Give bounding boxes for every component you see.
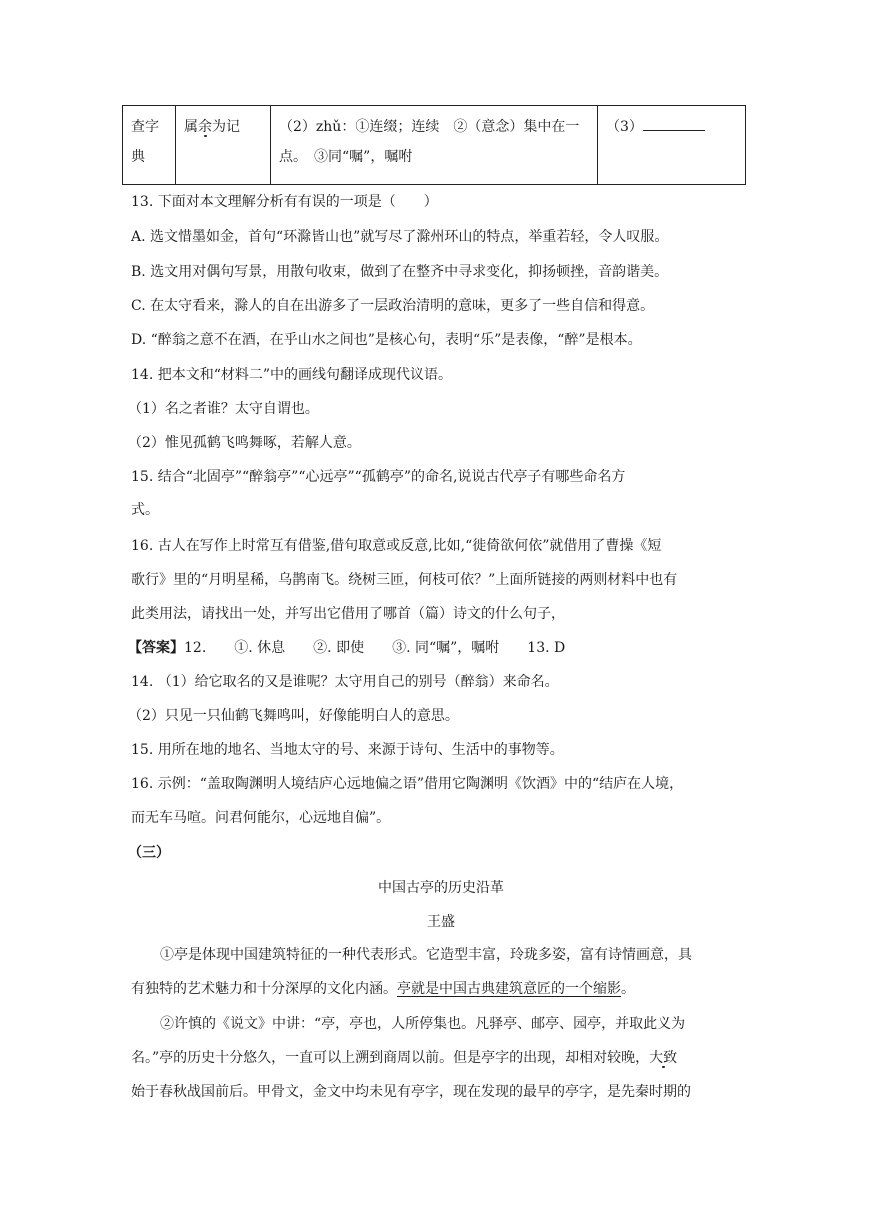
- article-title: 中国古亭的历史沿革: [378, 880, 504, 896]
- underlined-sentence: 亭就是中国古典建筑意匠的一个缩影: [397, 981, 621, 997]
- dotted-words: [649, 1050, 677, 1066]
- paragraph-2-line-1: ②许慎的《说文》中讲：“亭，亭也，人所停集也。凡驿亭、邮亭、园亭，并取此义为: [160, 1016, 686, 1032]
- question-15-line-1: 15. 结合“北固亭”“醉翁亭”“心远亭”“孤鹤亭”的命名,说说古代亭子有哪些命名方: [131, 469, 626, 485]
- question-16-line-1: 16. 古人在写作上时常互有借鉴,借句取意或反意,比如,“徙倚欲何依”就借用了曹操《短: [131, 538, 662, 554]
- section-heading: （三）: [128, 845, 170, 861]
- dotted-word: 大致: [649, 1050, 678, 1066]
- option-c: C. 在太守看来，滁人的自在出游多了一层政治清明的意味，更多了一些自信和得意。: [131, 298, 655, 314]
- question-13: 13. 下面对本文理解分析有有误的一项是（ ）: [131, 194, 438, 210]
- answer-label: （3）: [606, 119, 643, 135]
- answer-14-1: 14. （1）给它取名的又是谁呢？太守用自己的别号（醉翁）来命名。: [131, 674, 559, 690]
- answer-line-12-13: [128, 638, 748, 658]
- answer-16-line-2: 而无车马喧。问君何能尔，心远地自偏”。: [131, 810, 391, 826]
- answer-blank: [643, 116, 705, 131]
- answer-12-1: ①. 休息: [234, 640, 286, 656]
- definition-line-1: （2）zhǔ：①连缀；连续 ②（意念）集中在一: [279, 119, 580, 135]
- answer-tag: 【答案】: [128, 640, 184, 656]
- answer-12-3: ③. 同“嘱”，嘱咐: [392, 640, 500, 656]
- answer-12-number: 12.: [184, 640, 207, 656]
- question-16-line-3: 此类用法，请找出一处，并写出它借用了哪首（篇）诗文的什么句子，: [131, 606, 565, 622]
- answer-15: 15. 用所在地的地名、当地太守的号、来源于诗句、生活中的事物等。: [131, 742, 564, 758]
- answer-14-2: （2）只见一只仙鹤飞舞鸣叫，好像能明白人的意思。: [128, 708, 459, 724]
- paragraph-1-line-1: ①亭是体现中国建筑特征的一种代表形式。它造型丰富，玲珑多姿，富有诗情画意，具: [160, 947, 692, 963]
- paragraph-end: 。: [621, 981, 635, 997]
- table-cell-answer: [598, 106, 746, 185]
- cell-text-prefix: 属: [184, 119, 198, 135]
- question-15-line-2: 式。: [131, 502, 159, 518]
- definition-line-2: 点。 ③同“嘱”，嘱咐: [279, 149, 413, 165]
- table-cell-method: [123, 106, 176, 185]
- table-row: [123, 106, 746, 185]
- paragraph-2-line-2: [131, 1048, 751, 1068]
- dictionary-table: [122, 105, 746, 185]
- paragraph-2-line-3: 始于春秋战国前后。甲骨文，金文中均未见有亭字，现在发现的最早的亭字，是先秦时期的: [131, 1084, 691, 1100]
- option-b: B. 选文用对偶句写景，用散句收束，做到了在整齐中寻求变化，抑扬顿挫，音韵谐美。: [131, 264, 669, 280]
- paragraph-1-line-2: [131, 979, 751, 999]
- answer-16-line-1: 16. 示例：“盖取陶渊明人境结庐心远地偏之语”借用它陶渊明《饮酒》中的“结庐在人境，: [131, 776, 684, 792]
- question-16-line-2: 歌行》里的“月明星稀，乌鹊南飞。绕树三匝，何枝可依？”上面所链接的两则材料中也有: [131, 572, 678, 588]
- cell-text: 查字典: [131, 119, 159, 165]
- cell-text-suffix: 为记: [212, 119, 240, 135]
- question-14-part-2: （2）惟见孤鹤飞鸣舞啄，若解人意。: [128, 435, 361, 451]
- paragraph-text: 有独特的艺术魅力和十分深厚的文化内涵。: [131, 981, 397, 997]
- table-cell-definition: [271, 106, 598, 185]
- option-a: A. 选文惜墨如金，首句“环滁皆山也”就写尽了滁州环山的特点，举重若轻，令人叹服。: [131, 229, 669, 245]
- dotted-char: 余: [198, 119, 212, 135]
- paragraph-text: 名。”亭的历史十分悠久，一直可以上溯到商周以前。但是亭字的出现，却相对较晚，: [131, 1050, 650, 1066]
- option-d: D. “醉翁之意不在酒，在乎山水之间也”是核心句，表明“乐”是表像，“醉”是根本。: [131, 332, 642, 348]
- article-author: 王盛: [427, 914, 455, 930]
- question-14-part-1: （1）名之者谁？太守自谓也。: [128, 401, 319, 417]
- table-cell-sentence: [176, 106, 271, 185]
- question-14: 14. 把本文和“材料二”中的画线句翻译成现代议语。: [131, 367, 453, 383]
- answer-13: 13. D: [527, 640, 566, 656]
- answer-12-2: ②. 即使: [313, 640, 365, 656]
